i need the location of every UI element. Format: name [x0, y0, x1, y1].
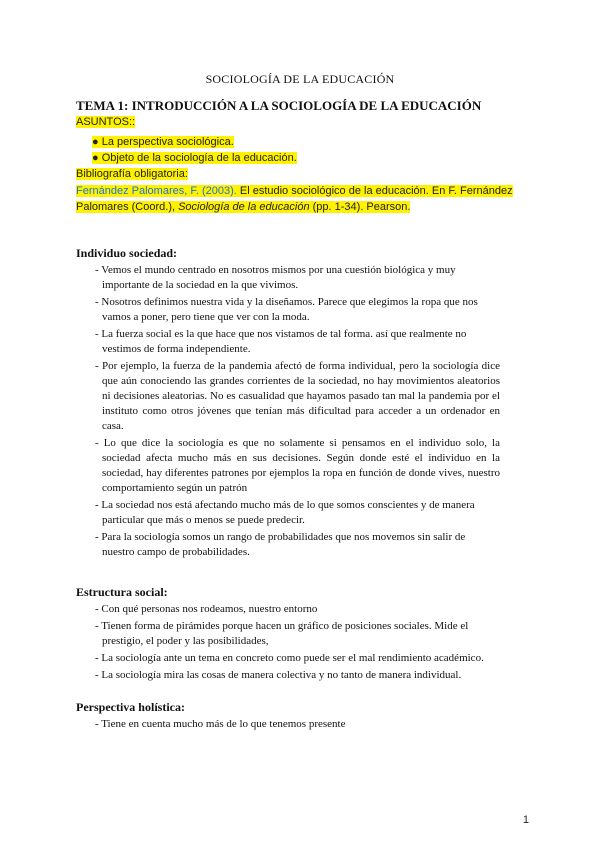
asuntos-item — [92, 134, 234, 150]
section-heading-estructura: Estructura social: — [76, 585, 168, 599]
biblio-text-2: (pp. 1-34). Pearson. — [309, 201, 411, 213]
asuntos-item-text: ● Objeto de la sociología de la educación. — [92, 152, 297, 164]
page-header: SOCIOLOGÍA DE LA EDUCACIÓN — [205, 72, 395, 86]
list-item: - Tienen forma de pirámides porque hacen un gráfico de posiciones sociales. Mide el prestigio, el poder y las posibilidades, — [95, 620, 469, 647]
asuntos-item — [92, 150, 297, 166]
asuntos-item-text: ● La perspectiva sociológica. — [92, 136, 234, 148]
list-item: - Para la sociología somos un rango de probabilidades que nos movemos sin salir de nuestro campo de probabilidades. — [95, 531, 466, 558]
list-item: - Nosotros definimos nuestra vida y la diseñamos. Parece que elegimos la ropa que nos vamos a poner, pero tiene que ver con la moda. — [95, 296, 478, 323]
asuntos-label — [76, 114, 135, 130]
list-item: - La sociología mira las cosas de manera colectiva y no tanto de manera individual. — [95, 669, 462, 681]
biblio-label-text: Bibliografía obligatoria: — [76, 168, 188, 180]
list-item: - La fuerza social es la que hace que nos vistamos de tal forma. así que realmente no vestimos de forma independiente. — [95, 328, 467, 355]
section-heading-holistica: Perspectiva holística: — [76, 700, 185, 714]
page-number: 1 — [522, 814, 529, 826]
section-list-holistica — [0, 717, 500, 734]
list-item: - La sociología ante un tema en concreto como puede ser el mal rendimiento académico. — [95, 652, 484, 664]
list-item: - La sociedad nos está afectando mucho más de lo que somos conscientes y de manera particular que más o menos se puede predecir. — [95, 499, 475, 526]
list-item: - Vemos el mundo centrado en nosotros mismos por una cuestión biológica y muy importante de la sociedad en la que vivimos. — [95, 264, 456, 291]
section-list-estructura — [0, 602, 500, 685]
page-title: TEMA 1: INTRODUCCIÓN A LA SOCIOLOGÍA DE LA EDUCACIÓN — [76, 98, 482, 113]
biblio-label — [76, 166, 188, 182]
biblio-text-1: El estudio sociológico de la educación. En F. Fernández Palomares (Coord.), — [76, 185, 513, 213]
list-item: - Con qué personas nos rodeamos, nuestro entorno — [95, 603, 318, 615]
section-heading-individuo: Individuo sociedad: — [76, 246, 178, 260]
asuntos-label-text: ASUNTOS:: — [76, 116, 136, 128]
biblio-book-title: Sociología de la educación — [178, 201, 310, 213]
biblio-author: Fernández Palomares, F. (2003). — [76, 185, 237, 197]
list-item: - Por ejemplo, la fuerza de la pandemia afectó de forma individual, pero la sociología dice que aún conociendo las grandes corrientes de la sociedad, no hay movimientos aleatorios ni decisiones aleatorias. No es casualidad que hayamos pasado tan mal la pandemia por el instituto como otros jóvenes que tenían más dificultad para acceder a un ordenador en casa. — [95, 360, 500, 432]
list-item: - Lo que dice la sociología es que no solamente si pensamos en el individuo solo, la sociedad afecta mucho más en sus decisiones. Según donde esté el individuo en la sociedad, hay diferentes patrones por ejemplos la ropa en función de donde vives, nuestro comportamiento según un patrón — [95, 437, 500, 494]
section-list-individuo — [0, 263, 500, 562]
list-item: - Tiene en cuenta mucho más de lo que tenemos presente — [95, 718, 346, 730]
bibliography-entry — [76, 183, 526, 215]
